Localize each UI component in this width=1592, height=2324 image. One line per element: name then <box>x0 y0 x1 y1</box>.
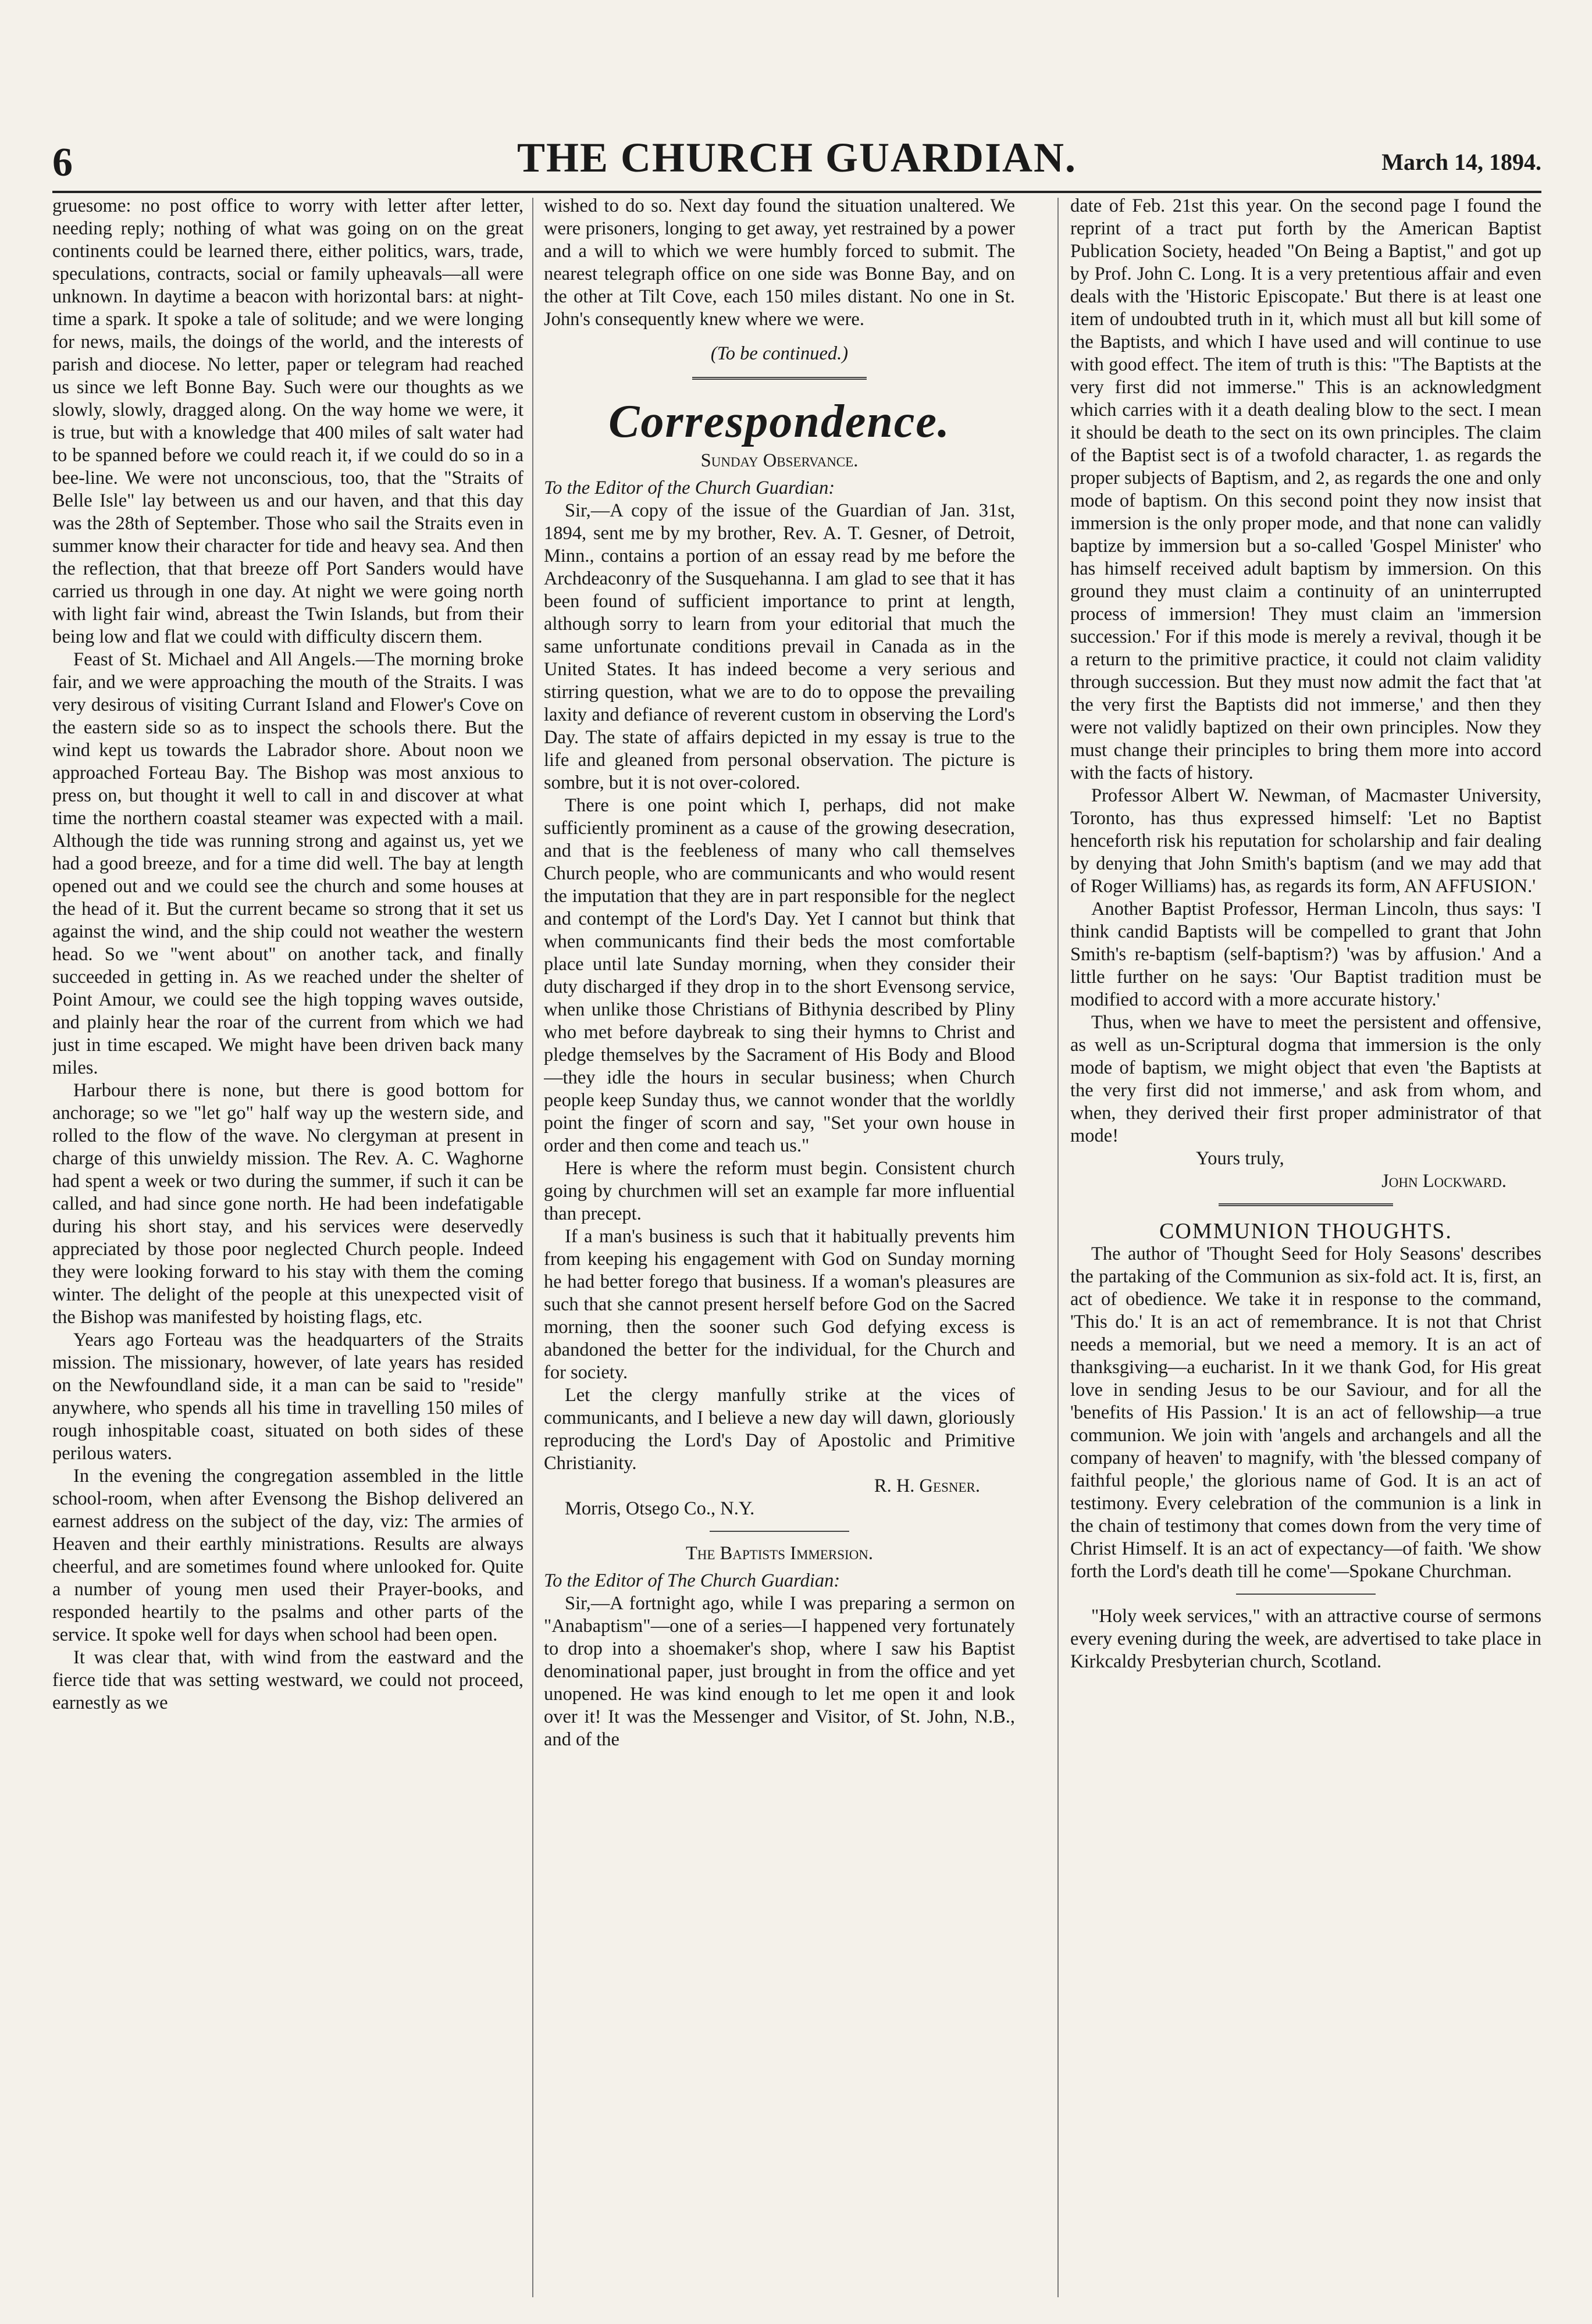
section-rule <box>1219 1203 1393 1210</box>
newspaper-title: THE CHURCH GUARDIAN. <box>517 134 1077 181</box>
column-3 <box>1070 195 1541 2300</box>
letter-location: Morris, Otsego Co., N.Y. <box>565 1498 755 1519</box>
paragraph: There is one point which I, perhaps, did not make sufficiently prominent as a cause of the growing desecration, and that is the feebleness of many who call themselves Church people, who are communicants and who would resent the imputation that they are in part responsible for the neglect and contempt of the Lord's Day. Yet I cannot but think that when communicants find their beds the most comfortable place until late Sunday morning, when they consider their duty discharged if they drop in to the short Evensong service, when unlike those Christians of Bithynia described by Pliny who met before daybreak to sing their hymns to Christ and pledge themselves by the Sacrament of His Body and Blood—they idle the hours in secular business; when Church people keep Sunday thus, we cannot wonder that the worldly point the finger of scorn and say, "Set your own house in order and then come and teach us." <box>544 795 1015 1156</box>
paragraph: Here is where the reform must begin. Consistent church going by churchmen will set an example far more influential than precept. <box>544 1158 1015 1224</box>
paragraph: The author of 'Thought Seed for Holy Seasons' describes the partaking of the Communion as six-fold act. It is, first, an act of obedience. We take it in response to the command, 'This do.' It is an act of remembrance. It is not that Christ needs a memorial, but we need a memory. It is an act of thanksgiving—a eucharist. In it we thank God, for His great love in sending Jesus to be our Saviour, and for all the 'benefits of His Passion.' It is an act of fellowship—a true communion. We join with 'angels and archangels and all the company of heaven' to magnify, with 'the blessed company of faithful people,' the glorious name of God. It is an act of testimony. Every celebration of the communion is a link in the chain of testimony that comes down from the very time of Christ Himself. It is an act of expectancy—of faith. 'We show forth the Lord's death till he come'—Spokane Churchman. <box>1070 1243 1541 1582</box>
column-divider <box>1057 198 1059 2297</box>
page-number: 6 <box>52 140 73 185</box>
paragraph: date of Feb. 21st this year. On the second page I found the reprint of a tract put forth by the American Baptist Publication Society, headed "On Being a Baptist," and got up by Prof. John C. Long. It is a very pretentious affair and even deals with the 'Historic Episcopate.' But there is at least one item of undoubted truth in it, which must all but kill some of the Baptists, and which I have used and will continue to use with good effect. The item of truth is this: "The Baptists at the very first did not immerse." This is an acknowledgment which carries with it a death dealing blow to the sect. I mean it should be death to the sect on its own principles. The claim of the Baptist sect is of a twofold character, 1. as regards the proper subjects of Baptism, and 2, as regards the one and only mode of baptism. On this second point they now insist that immersion is the only proper mode, and that none can validly baptize by immersion but a so-called 'Gospel Minister' who has himself received adult baptism by immersion. On this ground they must claim a continuity of an uninterrupted process of immersion! They must claim an 'immersion succession.' For if this mode is merely a revival, though it be a return to the primitive practice, it could not claim validity through succession. But they must now admit the fact that 'at the very first the Baptists did not immerse,' and then they were not validly baptized on their own principles. Now they must change their principles to bring them more into accord with the facts of history. <box>1070 195 1541 783</box>
masthead-rule <box>52 191 1541 193</box>
paragraph: "Holy week services," with an attractive course of sermons every evening during the week, are advertised to take place in Kirkcaldy Presbyterian church, Scotland. <box>1070 1606 1541 1672</box>
divider <box>710 1531 849 1532</box>
masthead <box>52 134 1541 186</box>
letter-signature: John Lockward. <box>1381 1171 1506 1192</box>
paragraph: Thus, when we have to meet the persistent and offensive, as well as un-Scriptural dogma that immersion is the only mode of baptism, we might object that even 'the Baptists at the very first did not immerse,' and ask from whom, and when, they derived their first proper administrator of that mode! <box>1070 1012 1541 1146</box>
letter-title: The Baptists Immersion. <box>685 1543 874 1564</box>
paragraph: Harbour there is none, but there is good bottom for anchorage; so we "let go" half way up the western side, and rolled to the flow of the wave. No clergyman at present in charge of this unwieldy mission. The Rev. A. C. Waghorne had spent a week or two during the summer, if such it can be called, and had since gone north. He had been indefatigable during his short stay, and his services were deservedly appreciated by those poor neglected Church people. Indeed they were looking forward to his stay with them the coming winter. The delight of the people at this unexpected visit of the Bishop was manifested by hoisting flags, etc. <box>52 1080 523 1328</box>
letter-title: Sunday Observance. <box>700 450 859 471</box>
divider <box>1236 1594 1376 1595</box>
paragraph: Sir,—A fortnight ago, while I was preparing a sermon on "Anabaptism"—one of a series—I happened very fortunately to drop into a shoemaker's shop, where I saw his Baptist denominational paper, just brought in from the office and yet unopened. He was kind enough to let me open it and look over it! It was the Messenger and Visitor, of St. John, N.B., and of the <box>544 1593 1015 1750</box>
letter-signature: R. H. Gesner. <box>874 1475 980 1496</box>
letter-salutation: To the Editor of The Church Guardian: <box>544 1570 840 1591</box>
paragraph: Feast of St. Michael and All Angels.—The morning broke fair, and we were approaching the mouth of the Straits. I was very desirous of visiting Currant Island and Flower's Cove on the eastern side so as to inspect the schools there. But the wind kept us towards the Labrador shore. About noon we approached Forteau Bay. The Bishop was most anxious to press on, but thought it well to call in and discover at what time the northern coastal steamer was expected with a mail. Although the tide was running strong and against us, yet we had a good breeze, and for a time did well. The bay at length opened out and we could see the church and some houses at the head of it. But the current became so strong that it set us against the wind, and the ship could not weather the western head. So we "went about" on another tack, and finally succeeded in getting in. As we reached under the shelter of Point Amour, we could see the high topping waves outside, and plainly hear the roar of the current from which we had just in time escaped. We might have been driven back many miles. <box>52 649 523 1078</box>
paragraph: If a man's business is such that it habitually prevents him from keeping his engagement with God on Sunday morning he had better forego that business. If a woman's pleasures are such that she cannot present herself before God on the Sacred morning, then the sooner such God defying excess is abandoned the better for the individual, for the Church and for society. <box>544 1226 1015 1383</box>
paragraph: Another Baptist Professor, Herman Lincoln, thus says: 'I think candid Baptists will be compelled to grant that John Smith's re-baptism (self-baptism?) 'was by affusion.' And a little further on he says: 'Our Baptist tradition must be modified to accord with a more accurate history.' <box>1070 899 1541 1010</box>
paragraph: gruesome: no post office to worry with letter after letter, needing reply; nothing of what was going on on the great continents could be learned there, either politics, wars, trade, speculations, contracts, social or family upheavals—all were unknown. In daytime a beacon with horizontal bars: at night-time a spark. It spoke a tale of solitude; and we were longing for news, mails, the doings of the world, and the interests of parish and diocese. No letter, paper or telegram had reached us since we left Bonne Bay. Such were our thoughts as we slowly, slowly, dragged along. On the way home we were, it is true, but with a knowledge that 400 miles of salt water had to be spanned before we could reach it, if we could do so in a bee-line. We were not unconscious, too, that the "Straits of Belle Isle" lay between us and our haven, and that this day was the 28th of September. Those who sail the Straits even in summer know their character for tide and heavy sea. And then the reflection, that that breeze off Port Sanders would have carried us through in one day. At night we were going north with light fair wind, abreast the Twin Islands, but from their being low and flat we could with difficulty discern them. <box>52 195 523 647</box>
paragraph: In the evening the congregation assembled in the little school-room, when after Evensong the Bishop delivered an earnest address on the subject of the day, viz: The armies of Heaven and their earthly ministrations. Results are always cheerful, and are sometimes found where unlooked for. Quite a number of young men used their Prayer-books, and responded heartily to the psalms and other parts of the service. It spoke well for days when school had been open. <box>52 1466 523 1645</box>
paragraph: Professor Albert W. Newman, of Macmaster University, Toronto, has thus expressed himself: 'Let no Baptist henceforth risk his reputation for scholarship and fair dealing by denying that John Smith's baptism (and we may add that of Roger Williams) has, as regards its form, AN AFFUSION.' <box>1070 785 1541 897</box>
section-rule <box>692 377 867 383</box>
letter-salutation: To the Editor of the Church Guardian: <box>544 477 835 498</box>
section-title: Correspondence. <box>608 396 950 447</box>
column-divider <box>532 198 533 2297</box>
section-heading: COMMUNION THOUGHTS. <box>1159 1219 1452 1243</box>
issue-date: March 14, 1894. <box>1381 149 1541 175</box>
column-2 <box>544 195 1015 2300</box>
letter-closing: Yours truly, <box>1196 1148 1284 1169</box>
continued-note: (To be continued.) <box>710 343 849 364</box>
paragraph: It was clear that, with wind from the eastward and the fierce tide that was setting westward, we could not proceed, earnestly as we <box>52 1647 523 1713</box>
paragraph: wished to do so. Next day found the situation unaltered. We were prisoners, longing to get away, yet restrained by a power and a will to which we were humbly forced to submit. The nearest telegraph office on one side was Bonne Bay, and on the other at Tilt Cove, each 150 miles distant. No one in St. John's consequently knew where we were. <box>544 195 1015 330</box>
column-1 <box>52 195 523 2300</box>
paragraph: Sir,—A copy of the issue of the Guardian of Jan. 31st, 1894, sent me by my brother, Rev. A. T. Gesner, of Detroit, Minn., contains a portion of an essay read by me before the Archdeaconry of the Susquehanna. I am glad to see that it has been found of sufficient importance to print at length, although sorry to learn from your editorial that much the same unfortunate conditions prevail in Canada as in the United States. It has indeed become a very serious and stirring question, what we are to do to oppose the prevailing laxity and defiance of reverent custom in observing the Lord's Day. The state of affairs depicted in my essay is true to the life and gleaned from personal observation. The picture is sombre, but it is not over-colored. <box>544 500 1015 793</box>
paragraph: Let the clergy manfully strike at the vices of communicants, and I believe a new day will dawn, gloriously reproducing the Lord's Day of Apostolic and Primitive Christianity. <box>544 1385 1015 1474</box>
paragraph: Years ago Forteau was the headquarters of the Straits mission. The missionary, however, of late years has resided on the Newfoundland side, it a man can be said to "reside" anywhere, who spends all his time in travelling 150 miles of rough inhospitable coast, situated on both sides of these perilous waters. <box>52 1329 523 1464</box>
